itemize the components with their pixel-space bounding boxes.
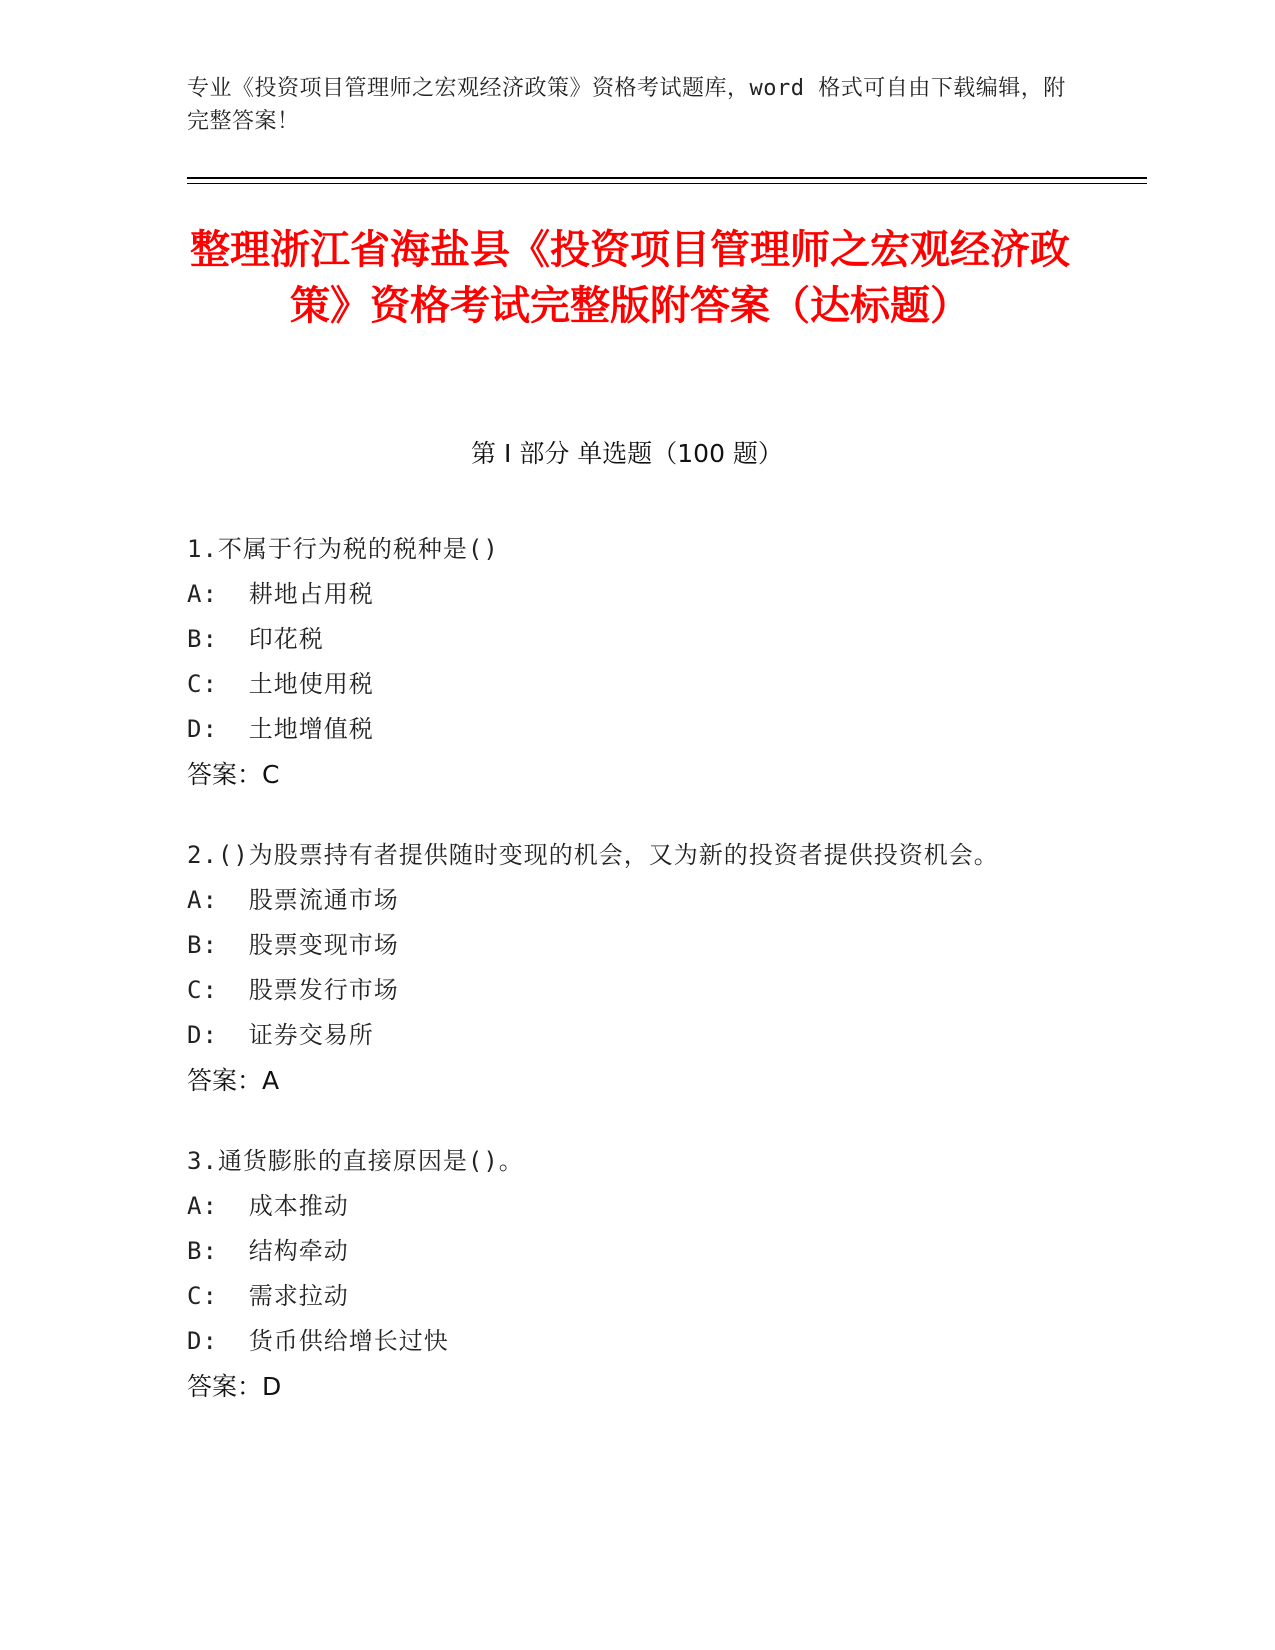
option-b: B: 结构牵动	[187, 1237, 349, 1265]
question-list	[187, 527, 1067, 1445]
question-text: 3.通货膨胀的直接原因是()。	[187, 1147, 524, 1175]
option-c: C: 股票发行市场	[187, 976, 399, 1004]
question-2	[187, 833, 1067, 1103]
question-text: 2.()为股票持有者提供随时变现的机会，又为新的投资者提供投资机会。	[187, 841, 999, 869]
option-b: B: 印花税	[187, 625, 324, 653]
document-title: 整理浙江省海盐县《投资项目管理师之宏观经济政策》资格考试完整版附答案（达标题）	[190, 227, 1070, 329]
option-a: A: 耕地占用税	[187, 580, 374, 608]
section-heading: 第 I 部分 单选题（100 题）	[471, 439, 783, 468]
header-note: 专业《投资项目管理师之宏观经济政策》资格考试题库，word 格式可自由下载编辑，附完整答案！	[187, 76, 1066, 134]
option-c: C: 需求拉动	[187, 1282, 349, 1310]
option-a: A: 股票流通市场	[187, 886, 399, 914]
option-b: B: 股票变现市场	[187, 931, 399, 959]
answer-label: 答案：C	[187, 760, 280, 789]
option-a: A: 成本推动	[187, 1192, 349, 1220]
option-d: D: 证券交易所	[187, 1021, 374, 1049]
header-divider-thick	[187, 177, 1147, 179]
option-d: D: 货币供给增长过快	[187, 1327, 449, 1355]
question-text: 1.不属于行为税的税种是()	[187, 535, 499, 563]
question-1	[187, 527, 1067, 797]
answer-label: 答案：A	[187, 1066, 280, 1095]
option-d: D: 土地增值税	[187, 715, 374, 743]
question-3	[187, 1139, 1067, 1409]
answer-label: 答案：D	[187, 1372, 282, 1401]
header-divider-thin	[187, 183, 1147, 184]
option-c: C: 土地使用税	[187, 670, 374, 698]
